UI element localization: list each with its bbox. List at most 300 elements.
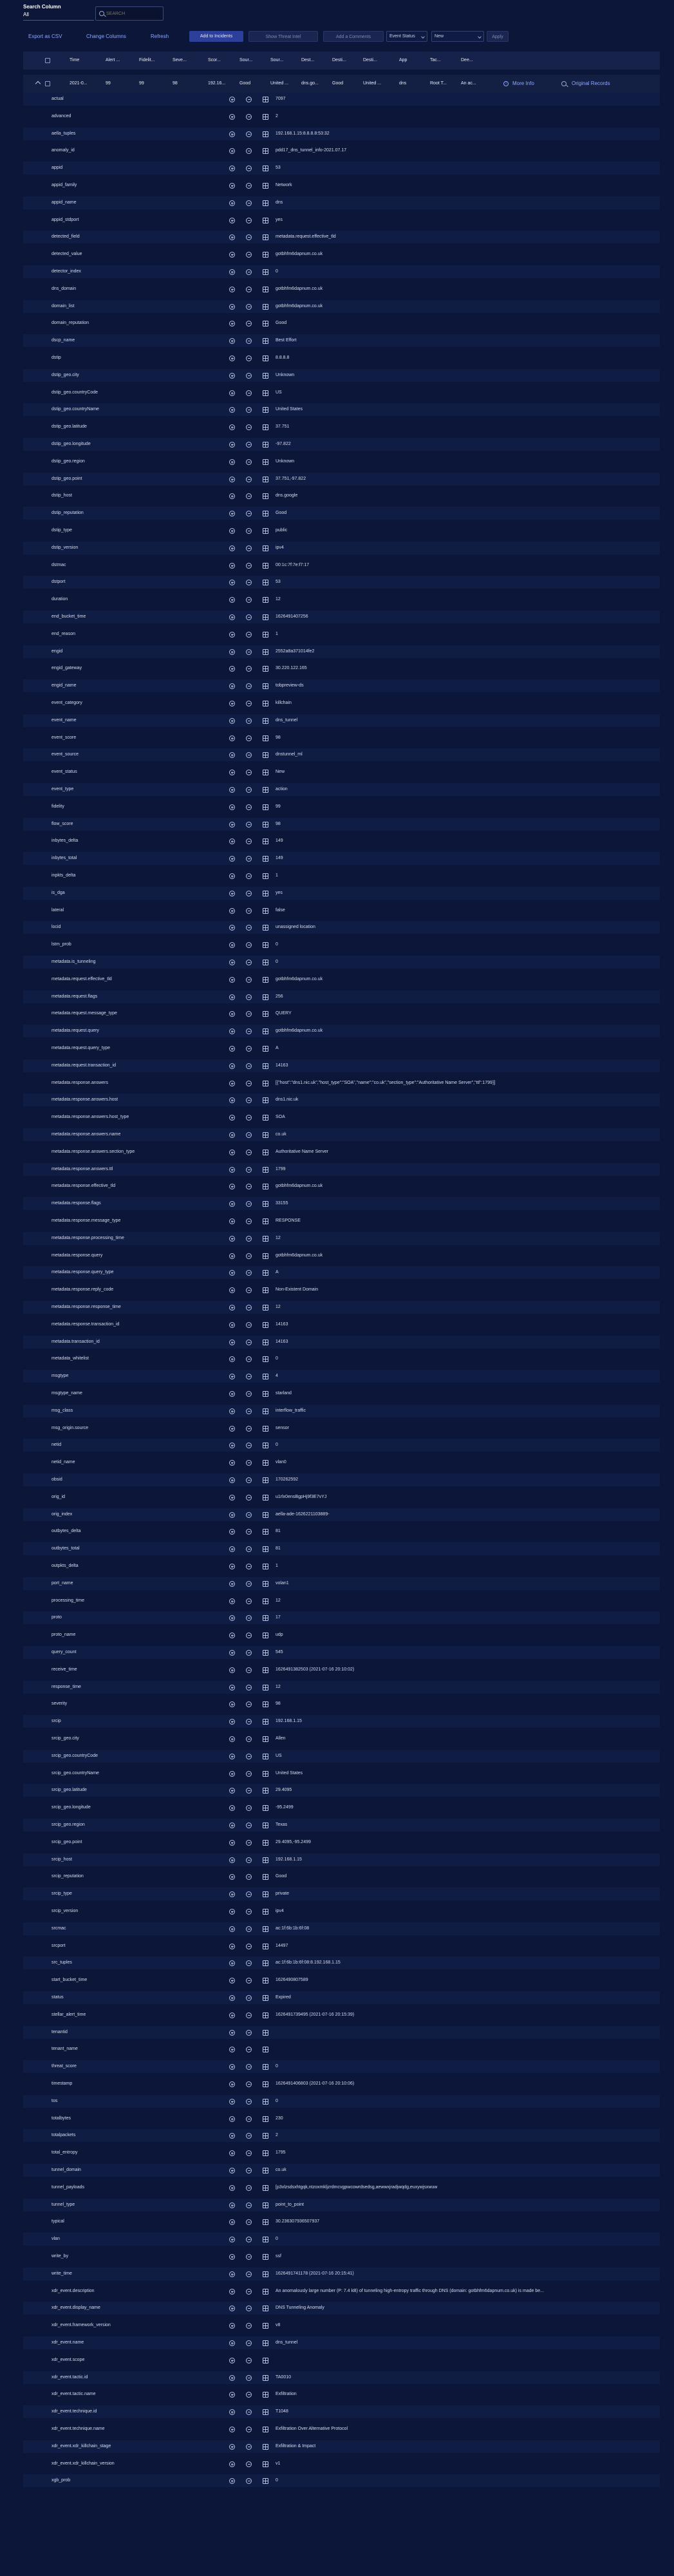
zoom-out-icon[interactable] xyxy=(246,838,252,844)
zoom-in-icon[interactable] xyxy=(229,1460,235,1466)
zoom-in-icon[interactable] xyxy=(229,822,235,828)
show-threat-intel-button[interactable]: Show Threat Intel xyxy=(248,31,318,42)
zoom-out-icon[interactable] xyxy=(246,1253,252,1259)
zoom-out-icon[interactable] xyxy=(246,1546,252,1552)
zoom-out-icon[interactable] xyxy=(246,1754,252,1759)
table-icon[interactable] xyxy=(263,114,268,120)
zoom-out-icon[interactable] xyxy=(246,304,252,310)
zoom-in-icon[interactable] xyxy=(229,666,235,672)
zoom-out-icon[interactable] xyxy=(246,1944,252,1949)
zoom-out-icon[interactable] xyxy=(246,977,252,983)
table-icon[interactable] xyxy=(263,2358,268,2363)
table-icon[interactable] xyxy=(263,477,268,482)
zoom-in-icon[interactable] xyxy=(229,942,235,948)
zoom-out-icon[interactable] xyxy=(246,131,252,137)
zoom-in-icon[interactable] xyxy=(229,1218,235,1224)
zoom-in-icon[interactable] xyxy=(229,493,235,499)
zoom-out-icon[interactable] xyxy=(246,632,252,638)
zoom-in-icon[interactable] xyxy=(229,1960,235,1966)
zoom-in-icon[interactable] xyxy=(229,2081,235,2087)
zoom-out-icon[interactable] xyxy=(246,355,252,361)
zoom-out-icon[interactable] xyxy=(246,1063,252,1069)
zoom-out-icon[interactable] xyxy=(246,1408,252,1414)
table-icon[interactable] xyxy=(263,1719,268,1725)
table-icon[interactable] xyxy=(263,148,268,154)
zoom-in-icon[interactable] xyxy=(229,2461,235,2467)
zoom-out-icon[interactable] xyxy=(246,1615,252,1621)
zoom-in-icon[interactable] xyxy=(229,1132,235,1138)
zoom-out-icon[interactable] xyxy=(246,2099,252,2105)
zoom-out-icon[interactable] xyxy=(246,1771,252,1777)
zoom-in-icon[interactable] xyxy=(229,2099,235,2105)
zoom-out-icon[interactable] xyxy=(246,1460,252,1466)
table-icon[interactable] xyxy=(263,1701,268,1707)
zoom-out-icon[interactable] xyxy=(246,752,252,758)
table-icon[interactable] xyxy=(263,2219,268,2225)
table-icon[interactable] xyxy=(263,1270,268,1276)
zoom-out-icon[interactable] xyxy=(246,1581,252,1587)
zoom-in-icon[interactable] xyxy=(229,563,235,569)
table-icon[interactable] xyxy=(263,1909,268,1915)
column-header-destination-2[interactable]: Desti... xyxy=(332,58,346,62)
table-icon[interactable] xyxy=(263,1512,268,1518)
table-icon[interactable] xyxy=(263,1495,268,1501)
table-icon[interactable] xyxy=(263,321,268,327)
zoom-in-icon[interactable] xyxy=(229,1495,235,1501)
zoom-in-icon[interactable] xyxy=(229,838,235,844)
zoom-in-icon[interactable] xyxy=(229,1391,235,1397)
zoom-in-icon[interactable] xyxy=(229,1201,235,1207)
column-header-alert[interactable]: Alert ... xyxy=(106,58,120,62)
zoom-in-icon[interactable] xyxy=(229,1667,235,1673)
table-icon[interactable] xyxy=(263,2150,268,2156)
zoom-out-icon[interactable] xyxy=(246,2116,252,2122)
zoom-in-icon[interactable] xyxy=(229,407,235,413)
zoom-in-icon[interactable] xyxy=(229,355,235,361)
zoom-in-icon[interactable] xyxy=(229,1236,235,1242)
table-icon[interactable] xyxy=(263,1374,268,1379)
zoom-out-icon[interactable] xyxy=(246,1701,252,1707)
zoom-out-icon[interactable] xyxy=(246,1529,252,1535)
table-icon[interactable] xyxy=(263,1356,268,1362)
zoom-in-icon[interactable] xyxy=(229,2030,235,2036)
zoom-out-icon[interactable] xyxy=(246,2168,252,2174)
zoom-out-icon[interactable] xyxy=(246,1719,252,1725)
zoom-out-icon[interactable] xyxy=(246,1978,252,1984)
table-icon[interactable] xyxy=(263,2133,268,2139)
zoom-out-icon[interactable] xyxy=(246,511,252,516)
zoom-in-icon[interactable] xyxy=(229,338,235,344)
zoom-out-icon[interactable] xyxy=(246,373,252,379)
table-icon[interactable] xyxy=(263,683,268,689)
table-icon[interactable] xyxy=(263,2340,268,2346)
zoom-out-icon[interactable] xyxy=(246,424,252,430)
apply-button[interactable]: Apply xyxy=(487,31,509,42)
table-icon[interactable] xyxy=(263,2306,268,2311)
zoom-out-icon[interactable] xyxy=(246,2254,252,2260)
table-icon[interactable] xyxy=(263,1443,268,1448)
zoom-in-icon[interactable] xyxy=(229,1081,235,1086)
zoom-in-icon[interactable] xyxy=(229,1650,235,1656)
zoom-in-icon[interactable] xyxy=(229,2409,235,2415)
table-icon[interactable] xyxy=(263,1736,268,1742)
zoom-out-icon[interactable] xyxy=(246,908,252,914)
table-icon[interactable] xyxy=(263,2237,268,2242)
zoom-in-icon[interactable] xyxy=(229,2392,235,2398)
zoom-out-icon[interactable] xyxy=(246,2392,252,2398)
zoom-out-icon[interactable] xyxy=(246,2358,252,2363)
zoom-out-icon[interactable] xyxy=(246,1356,252,1362)
zoom-in-icon[interactable] xyxy=(229,1287,235,1293)
zoom-out-icon[interactable] xyxy=(246,1564,252,1569)
table-icon[interactable] xyxy=(263,2168,268,2174)
zoom-in-icon[interactable] xyxy=(229,166,235,171)
table-icon[interactable] xyxy=(263,1615,268,1621)
zoom-in-icon[interactable] xyxy=(229,1581,235,1587)
zoom-in-icon[interactable] xyxy=(229,960,235,965)
table-icon[interactable] xyxy=(263,1995,268,2001)
zoom-out-icon[interactable] xyxy=(246,1115,252,1121)
zoom-out-icon[interactable] xyxy=(246,1218,252,1224)
zoom-in-icon[interactable] xyxy=(229,2168,235,2174)
zoom-out-icon[interactable] xyxy=(246,528,252,534)
zoom-in-icon[interactable] xyxy=(229,1944,235,1949)
table-icon[interactable] xyxy=(263,891,268,896)
table-icon[interactable] xyxy=(263,1529,268,1535)
table-icon[interactable] xyxy=(263,701,268,706)
zoom-in-icon[interactable] xyxy=(229,1598,235,1604)
zoom-in-icon[interactable] xyxy=(229,2012,235,2018)
table-icon[interactable] xyxy=(263,787,268,793)
zoom-in-icon[interactable] xyxy=(229,1374,235,1379)
table-icon[interactable] xyxy=(263,960,268,965)
zoom-out-icon[interactable] xyxy=(246,2306,252,2311)
table-icon[interactable] xyxy=(263,2185,268,2191)
column-header-time[interactable]: Time xyxy=(70,58,80,62)
zoom-in-icon[interactable] xyxy=(229,1305,235,1311)
table-icon[interactable] xyxy=(263,770,268,775)
zoom-out-icon[interactable] xyxy=(246,597,252,603)
zoom-out-icon[interactable] xyxy=(246,1891,252,1897)
zoom-in-icon[interactable] xyxy=(229,148,235,154)
zoom-in-icon[interactable] xyxy=(229,1685,235,1690)
zoom-in-icon[interactable] xyxy=(229,1823,235,1828)
zoom-in-icon[interactable] xyxy=(229,2219,235,2225)
zoom-out-icon[interactable] xyxy=(246,1374,252,1379)
zoom-in-icon[interactable] xyxy=(229,1512,235,1518)
column-header-tactic[interactable]: Tac... xyxy=(430,58,441,62)
zoom-out-icon[interactable] xyxy=(246,493,252,499)
zoom-out-icon[interactable] xyxy=(246,1150,252,1155)
zoom-out-icon[interactable] xyxy=(246,1926,252,1932)
table-row[interactable] xyxy=(23,75,660,93)
original-records-link[interactable]: Original Records xyxy=(572,80,610,86)
table-icon[interactable] xyxy=(263,1167,268,1173)
table-icon[interactable] xyxy=(263,1667,268,1673)
zoom-out-icon[interactable] xyxy=(246,1788,252,1794)
zoom-in-icon[interactable] xyxy=(229,511,235,516)
zoom-in-icon[interactable] xyxy=(229,200,235,206)
zoom-out-icon[interactable] xyxy=(246,2064,252,2070)
zoom-out-icon[interactable] xyxy=(246,1236,252,1242)
table-icon[interactable] xyxy=(263,252,268,258)
zoom-in-icon[interactable] xyxy=(229,1891,235,1897)
table-icon[interactable] xyxy=(263,2271,268,2277)
zoom-in-icon[interactable] xyxy=(229,459,235,465)
table-icon[interactable] xyxy=(263,1408,268,1414)
table-icon[interactable] xyxy=(263,1788,268,1794)
table-icon[interactable] xyxy=(263,2461,268,2467)
table-icon[interactable] xyxy=(263,528,268,534)
zoom-out-icon[interactable] xyxy=(246,770,252,775)
table-icon[interactable] xyxy=(263,718,268,724)
table-icon[interactable] xyxy=(263,977,268,983)
table-icon[interactable] xyxy=(263,1287,268,1293)
zoom-in-icon[interactable] xyxy=(229,994,235,1000)
table-icon[interactable] xyxy=(263,1081,268,1086)
table-icon[interactable] xyxy=(263,269,268,275)
zoom-in-icon[interactable] xyxy=(229,770,235,775)
zoom-in-icon[interactable] xyxy=(229,1719,235,1725)
table-icon[interactable] xyxy=(263,1201,268,1207)
zoom-out-icon[interactable] xyxy=(246,942,252,948)
column-header-fidelity[interactable]: Fidelit... xyxy=(139,58,155,62)
zoom-in-icon[interactable] xyxy=(229,131,235,137)
table-icon[interactable] xyxy=(263,511,268,516)
zoom-in-icon[interactable] xyxy=(229,2064,235,2070)
zoom-in-icon[interactable] xyxy=(229,1978,235,1984)
table-icon[interactable] xyxy=(263,1460,268,1466)
table-icon[interactable] xyxy=(263,2047,268,2052)
zoom-in-icon[interactable] xyxy=(229,649,235,655)
table-icon[interactable] xyxy=(263,1944,268,1949)
table-icon[interactable] xyxy=(263,1633,268,1638)
column-header-score[interactable]: Scor... xyxy=(208,58,221,62)
zoom-out-icon[interactable] xyxy=(246,321,252,327)
zoom-in-icon[interactable] xyxy=(229,2185,235,2191)
zoom-out-icon[interactable] xyxy=(246,1340,252,1345)
table-icon[interactable] xyxy=(263,2099,268,2105)
table-icon[interactable] xyxy=(263,1685,268,1690)
zoom-out-icon[interactable] xyxy=(246,1132,252,1138)
zoom-in-icon[interactable] xyxy=(229,2478,235,2484)
table-icon[interactable] xyxy=(263,1063,268,1069)
zoom-in-icon[interactable] xyxy=(229,2289,235,2295)
table-icon[interactable] xyxy=(263,942,268,948)
zoom-out-icon[interactable] xyxy=(246,2271,252,2277)
zoom-in-icon[interactable] xyxy=(229,1840,235,1846)
table-icon[interactable] xyxy=(263,304,268,310)
table-icon[interactable] xyxy=(263,1218,268,1224)
zoom-in-icon[interactable] xyxy=(229,752,235,758)
zoom-out-icon[interactable] xyxy=(246,1512,252,1518)
zoom-out-icon[interactable] xyxy=(246,1443,252,1448)
zoom-out-icon[interactable] xyxy=(246,1097,252,1103)
zoom-in-icon[interactable] xyxy=(229,683,235,689)
table-icon[interactable] xyxy=(263,1754,268,1759)
zoom-in-icon[interactable] xyxy=(229,1701,235,1707)
status-value-select[interactable] xyxy=(431,31,484,42)
zoom-out-icon[interactable] xyxy=(246,2202,252,2208)
zoom-out-icon[interactable] xyxy=(246,1874,252,1880)
zoom-out-icon[interactable] xyxy=(246,891,252,896)
zoom-in-icon[interactable] xyxy=(229,1805,235,1811)
column-header-source-2[interactable]: Sour... xyxy=(270,58,284,62)
table-icon[interactable] xyxy=(263,752,268,758)
zoom-out-icon[interactable] xyxy=(246,1270,252,1276)
zoom-in-icon[interactable] xyxy=(229,545,235,551)
zoom-in-icon[interactable] xyxy=(229,1167,235,1173)
column-header-destination[interactable]: Dest... xyxy=(301,58,315,62)
table-icon[interactable] xyxy=(263,2375,268,2381)
zoom-out-icon[interactable] xyxy=(246,2427,252,2432)
zoom-in-icon[interactable] xyxy=(229,1150,235,1155)
zoom-out-icon[interactable] xyxy=(246,701,252,706)
export-csv-button[interactable]: Export as CSV xyxy=(28,33,62,39)
table-icon[interactable] xyxy=(263,1564,268,1569)
table-icon[interactable] xyxy=(263,2444,268,2450)
zoom-out-icon[interactable] xyxy=(246,2340,252,2346)
table-icon[interactable] xyxy=(263,994,268,1000)
table-icon[interactable] xyxy=(263,1823,268,1828)
table-icon[interactable] xyxy=(263,1150,268,1155)
zoom-in-icon[interactable] xyxy=(229,1857,235,1863)
refresh-button[interactable]: Refresh xyxy=(151,33,169,39)
zoom-in-icon[interactable] xyxy=(229,2427,235,2432)
zoom-in-icon[interactable] xyxy=(229,2237,235,2242)
zoom-in-icon[interactable] xyxy=(229,2340,235,2346)
zoom-in-icon[interactable] xyxy=(229,1426,235,1432)
table-icon[interactable] xyxy=(263,1805,268,1811)
table-icon[interactable] xyxy=(263,1340,268,1345)
zoom-out-icon[interactable] xyxy=(246,1322,252,1328)
zoom-in-icon[interactable] xyxy=(229,1356,235,1362)
zoom-out-icon[interactable] xyxy=(246,1685,252,1690)
zoom-out-icon[interactable] xyxy=(246,234,252,240)
zoom-out-icon[interactable] xyxy=(246,873,252,879)
table-icon[interactable] xyxy=(263,218,268,223)
zoom-in-icon[interactable] xyxy=(229,1909,235,1915)
search-input[interactable] xyxy=(106,9,162,18)
table-icon[interactable] xyxy=(263,873,268,879)
column-header-source[interactable]: Sour... xyxy=(239,58,253,62)
zoom-out-icon[interactable] xyxy=(246,1823,252,1828)
zoom-in-icon[interactable] xyxy=(229,1408,235,1414)
zoom-out-icon[interactable] xyxy=(246,218,252,223)
row-checkbox[interactable] xyxy=(45,81,50,86)
zoom-in-icon[interactable] xyxy=(229,2444,235,2450)
table-icon[interactable] xyxy=(263,1115,268,1121)
zoom-in-icon[interactable] xyxy=(229,2150,235,2156)
zoom-out-icon[interactable] xyxy=(246,2030,252,2036)
table-icon[interactable] xyxy=(263,2030,268,2036)
table-icon[interactable] xyxy=(263,407,268,413)
zoom-in-icon[interactable] xyxy=(229,1046,235,1052)
zoom-out-icon[interactable] xyxy=(246,269,252,275)
zoom-in-icon[interactable] xyxy=(229,873,235,879)
table-icon[interactable] xyxy=(263,234,268,240)
zoom-out-icon[interactable] xyxy=(246,442,252,448)
table-icon[interactable] xyxy=(263,97,268,102)
zoom-in-icon[interactable] xyxy=(229,718,235,724)
zoom-out-icon[interactable] xyxy=(246,252,252,258)
zoom-in-icon[interactable] xyxy=(229,269,235,275)
zoom-out-icon[interactable] xyxy=(246,856,252,862)
table-icon[interactable] xyxy=(263,925,268,931)
zoom-in-icon[interactable] xyxy=(229,977,235,983)
table-icon[interactable] xyxy=(263,2392,268,2398)
zoom-out-icon[interactable] xyxy=(246,2444,252,2450)
table-icon[interactable] xyxy=(263,1598,268,1604)
zoom-out-icon[interactable] xyxy=(246,1011,252,1017)
zoom-in-icon[interactable] xyxy=(229,321,235,327)
zoom-out-icon[interactable] xyxy=(246,1650,252,1656)
zoom-in-icon[interactable] xyxy=(229,1253,235,1259)
zoom-out-icon[interactable] xyxy=(246,804,252,810)
zoom-out-icon[interactable] xyxy=(246,1081,252,1086)
collapse-row-icon[interactable] xyxy=(35,81,41,86)
zoom-in-icon[interactable] xyxy=(229,218,235,223)
table-icon[interactable] xyxy=(263,822,268,828)
zoom-out-icon[interactable] xyxy=(246,338,252,344)
table-icon[interactable] xyxy=(263,2323,268,2329)
zoom-in-icon[interactable] xyxy=(229,1874,235,1880)
table-icon[interactable] xyxy=(263,1097,268,1103)
zoom-out-icon[interactable] xyxy=(246,2012,252,2018)
zoom-out-icon[interactable] xyxy=(246,1184,252,1189)
table-icon[interactable] xyxy=(263,1184,268,1189)
zoom-out-icon[interactable] xyxy=(246,183,252,189)
zoom-out-icon[interactable] xyxy=(246,2133,252,2139)
table-icon[interactable] xyxy=(263,1857,268,1863)
zoom-out-icon[interactable] xyxy=(246,666,252,672)
table-icon[interactable] xyxy=(263,649,268,655)
zoom-out-icon[interactable] xyxy=(246,1736,252,1742)
table-icon[interactable] xyxy=(263,1046,268,1052)
zoom-out-icon[interactable] xyxy=(246,1495,252,1501)
table-icon[interactable] xyxy=(263,2409,268,2415)
zoom-in-icon[interactable] xyxy=(229,1063,235,1069)
zoom-in-icon[interactable] xyxy=(229,1615,235,1621)
zoom-out-icon[interactable] xyxy=(246,166,252,171)
table-icon[interactable] xyxy=(263,1236,268,1242)
table-icon[interactable] xyxy=(263,1305,268,1311)
zoom-out-icon[interactable] xyxy=(246,2150,252,2156)
zoom-out-icon[interactable] xyxy=(246,148,252,154)
zoom-in-icon[interactable] xyxy=(229,390,235,396)
zoom-in-icon[interactable] xyxy=(229,287,235,292)
table-icon[interactable] xyxy=(263,1650,268,1656)
zoom-out-icon[interactable] xyxy=(246,390,252,396)
table-icon[interactable] xyxy=(263,390,268,396)
search-box[interactable] xyxy=(95,6,164,21)
table-icon[interactable] xyxy=(263,2427,268,2432)
add-to-incidents-button[interactable]: Add to Incidents xyxy=(189,31,243,42)
zoom-out-icon[interactable] xyxy=(246,563,252,569)
zoom-out-icon[interactable] xyxy=(246,2323,252,2329)
zoom-in-icon[interactable] xyxy=(229,528,235,534)
table-icon[interactable] xyxy=(263,166,268,171)
table-icon[interactable] xyxy=(263,373,268,379)
zoom-in-icon[interactable] xyxy=(229,701,235,706)
table-icon[interactable] xyxy=(263,200,268,206)
table-icon[interactable] xyxy=(263,1581,268,1587)
zoom-out-icon[interactable] xyxy=(246,1201,252,1207)
table-icon[interactable] xyxy=(263,666,268,672)
zoom-in-icon[interactable] xyxy=(229,856,235,862)
column-header-severity[interactable]: Seve... xyxy=(173,58,187,62)
zoom-out-icon[interactable] xyxy=(246,2047,252,2052)
